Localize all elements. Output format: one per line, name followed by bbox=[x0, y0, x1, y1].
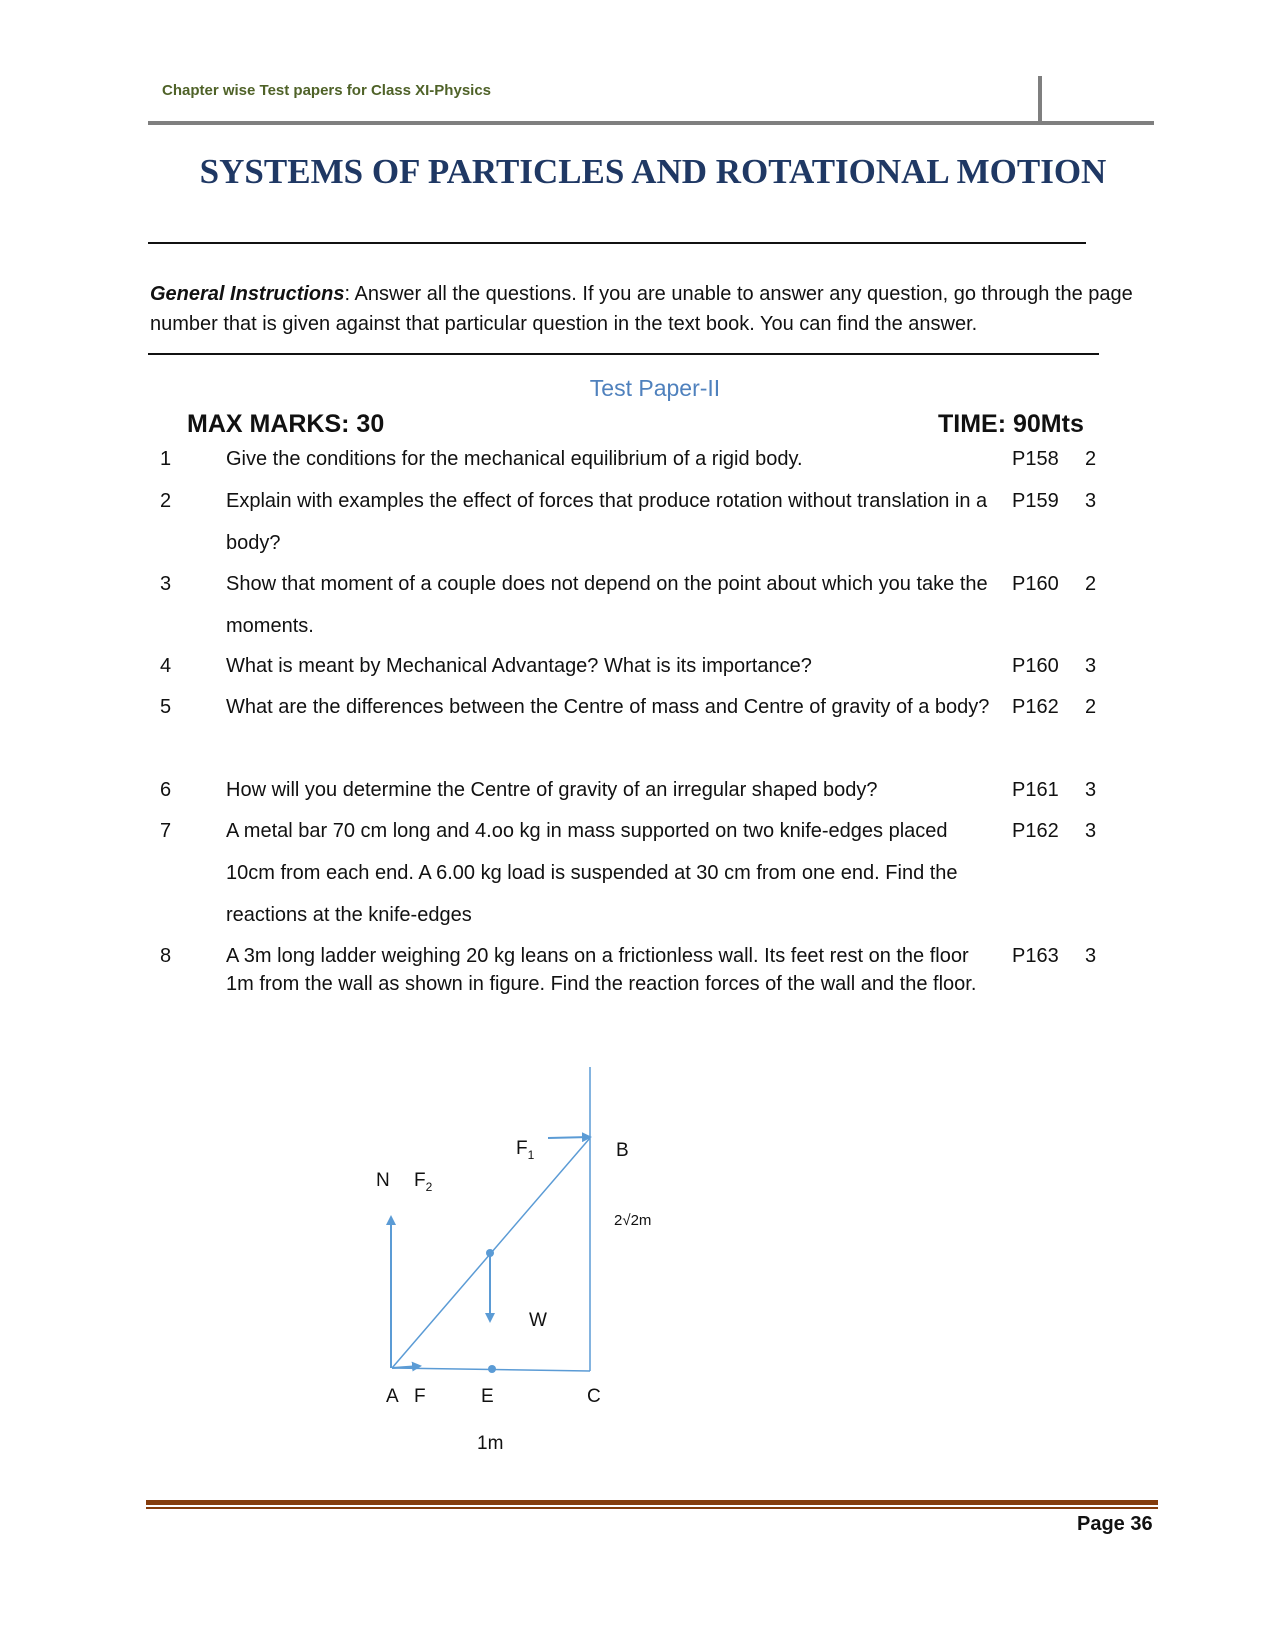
question-number: 3 bbox=[160, 573, 172, 595]
question-marks: 2 bbox=[1085, 448, 1097, 470]
question-text: What are the differences between the Centre of mass and Centre of gravity of a body? bbox=[226, 696, 990, 718]
label-w: W bbox=[529, 1310, 547, 1331]
footer-rule-thin bbox=[146, 1507, 1158, 1509]
question-text: Explain with examples the effect of forces that produce rotation without translation in a body? bbox=[226, 490, 988, 554]
question-number: 2 bbox=[160, 490, 172, 512]
question-page-ref: P161 bbox=[1012, 779, 1059, 801]
label-height: 2√2m bbox=[614, 1212, 652, 1229]
question-marks: 3 bbox=[1085, 820, 1097, 842]
point-e-dot bbox=[488, 1365, 496, 1373]
question-number: 5 bbox=[160, 696, 172, 718]
question-page-ref: P159 bbox=[1012, 490, 1059, 512]
centre-of-gravity-dot bbox=[486, 1249, 494, 1257]
question-number: 6 bbox=[160, 779, 172, 801]
label-f2: $F_2$ bbox=[414, 1170, 433, 1194]
label-base-length: 1m bbox=[477, 1433, 504, 1454]
question-marks: 2 bbox=[1085, 696, 1097, 718]
question-page-ref: P160 bbox=[1012, 573, 1059, 595]
instructions-text: : Answer all the questions. If you are unable to answer any question, go through the page number that is given against that particular question in the text book. You can find the answer. bbox=[150, 283, 1133, 335]
question-text: A metal bar 70 cm long and 4.oo kg in mass supported on two knife-edges placed 10cm from each end. A 6.00 kg load is suspended at 30 cm from one end. Find the reactions at the knife-edges bbox=[226, 820, 958, 926]
label-c: C bbox=[587, 1386, 601, 1407]
page-title: SYSTEMS OF PARTICLES AND ROTATIONAL MOTION bbox=[199, 152, 1107, 191]
question-page-ref: P160 bbox=[1012, 655, 1059, 677]
question-text: How will you determine the Centre of gravity of an irregular shaped body? bbox=[226, 779, 878, 801]
instructions-label: General Instructions bbox=[150, 283, 345, 305]
question-text: A 3m long ladder weighing 20 kg leans on a frictionless wall. Its feet rest on the floor 1m from the wall as shown in figure. Find the reaction forces of the wall and the floor. bbox=[226, 945, 977, 995]
question-marks: 3 bbox=[1085, 655, 1097, 677]
max-marks: MAX MARKS: 30 bbox=[187, 410, 385, 438]
question-number: 7 bbox=[160, 820, 172, 842]
question-marks: 3 bbox=[1085, 945, 1097, 967]
label-a: A bbox=[386, 1386, 399, 1407]
label-n: N bbox=[376, 1170, 390, 1191]
question-marks: 3 bbox=[1085, 490, 1097, 512]
question-page-ref: P163 bbox=[1012, 945, 1059, 967]
question-number: 8 bbox=[160, 945, 172, 967]
footer-rule bbox=[146, 1500, 1158, 1505]
page-number: Page 36 bbox=[1077, 1513, 1153, 1535]
time-allowed: TIME: 90Mts bbox=[938, 410, 1084, 438]
running-header: Chapter wise Test papers for Class XI-Physics bbox=[162, 82, 492, 99]
question-page-ref: P162 bbox=[1012, 820, 1059, 842]
question-number: 4 bbox=[160, 655, 172, 677]
label-f1: $F_1$ bbox=[516, 1138, 535, 1162]
question-text: What is meant by Mechanical Advantage? What is its importance? bbox=[226, 655, 812, 677]
question-page-ref: P162 bbox=[1012, 696, 1059, 718]
label-e: E bbox=[481, 1386, 494, 1407]
question-text: Give the conditions for the mechanical equilibrium of a rigid body. bbox=[226, 448, 803, 470]
question-number: 1 bbox=[160, 448, 172, 470]
question-text: Show that moment of a couple does not depend on the point about which you take the moments. bbox=[226, 573, 988, 637]
label-f: F bbox=[414, 1386, 426, 1407]
question-page-ref: P158 bbox=[1012, 448, 1059, 470]
question-marks: 3 bbox=[1085, 779, 1097, 801]
test-paper-subtitle: Test Paper-II bbox=[589, 375, 721, 401]
question-marks: 2 bbox=[1085, 573, 1097, 595]
label-b: B bbox=[616, 1140, 629, 1161]
wall-reaction-arrow bbox=[548, 1137, 590, 1138]
